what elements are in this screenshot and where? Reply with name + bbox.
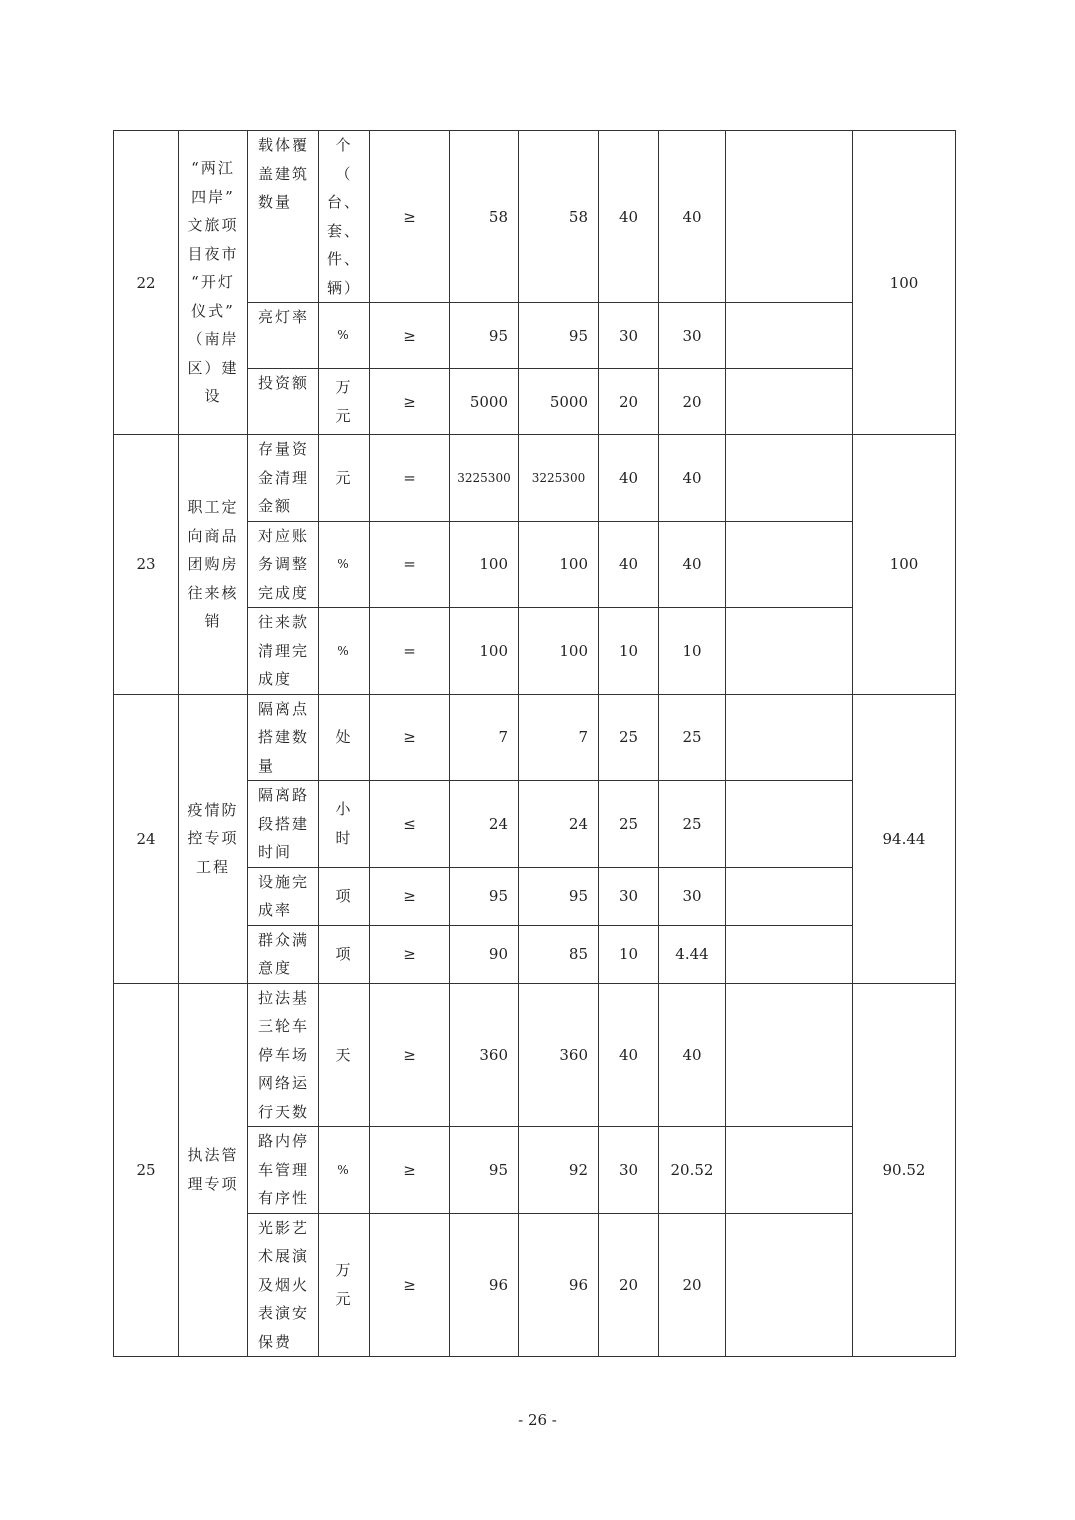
comparison-operator: ≥	[370, 303, 450, 369]
note-cell	[726, 1127, 853, 1214]
weight-value: 30	[599, 867, 659, 925]
comparison-operator: ≥	[370, 369, 450, 435]
target-value: 58	[450, 131, 519, 303]
table-row	[114, 435, 956, 522]
target-value: 100	[450, 608, 519, 695]
actual-value: 5000	[519, 369, 599, 435]
target-value: 7	[450, 694, 519, 781]
unit: 处	[319, 694, 370, 781]
project-name: “两江 四岸” 文旅项 目夜市 “开灯 仪式” （南岸 区）建 设	[179, 131, 248, 435]
unit: %	[319, 303, 370, 369]
row-number: 25	[114, 983, 179, 1357]
score-value: 30	[659, 303, 726, 369]
target-value: 90	[450, 925, 519, 983]
unit: %	[319, 521, 370, 608]
score-value: 20	[659, 1213, 726, 1357]
row-number: 22	[114, 131, 179, 435]
actual-value: 7	[519, 694, 599, 781]
indicator-name: 亮灯率	[248, 303, 319, 369]
note-cell	[726, 781, 853, 868]
row-number: 23	[114, 435, 179, 695]
target-value: 95	[450, 867, 519, 925]
actual-value: 3225300	[519, 435, 599, 522]
indicator-name: 拉法基 三轮车 停车场 网络运 行天数	[248, 983, 319, 1127]
table-row	[114, 983, 956, 1127]
weight-value: 30	[599, 303, 659, 369]
indicator-name: 往来款 清理完 成度	[248, 608, 319, 695]
weight-value: 10	[599, 608, 659, 695]
note-cell	[726, 925, 853, 983]
actual-value: 92	[519, 1127, 599, 1214]
note-cell	[726, 369, 853, 435]
target-value: 24	[450, 781, 519, 868]
page-number: - 26 -	[518, 1411, 557, 1429]
note-cell	[726, 435, 853, 522]
performance-table	[113, 130, 956, 1357]
weight-value: 25	[599, 694, 659, 781]
target-value: 96	[450, 1213, 519, 1357]
comparison-operator: ≥	[370, 131, 450, 303]
project-name: 疫情防 控专项 工程	[179, 694, 248, 983]
weight-value: 10	[599, 925, 659, 983]
note-cell	[726, 608, 853, 695]
score-value: 40	[659, 983, 726, 1127]
actual-value: 360	[519, 983, 599, 1127]
actual-value: 100	[519, 608, 599, 695]
weight-value: 40	[599, 435, 659, 522]
total-score: 90.52	[853, 983, 956, 1357]
score-value: 30	[659, 867, 726, 925]
unit: 万 元	[319, 1213, 370, 1357]
actual-value: 96	[519, 1213, 599, 1357]
score-value: 40	[659, 521, 726, 608]
actual-value: 24	[519, 781, 599, 868]
note-cell	[726, 694, 853, 781]
target-value: 95	[450, 1127, 519, 1214]
target-value: 5000	[450, 369, 519, 435]
score-value: 20.52	[659, 1127, 726, 1214]
indicator-name: 对应账 务调整 完成度	[248, 521, 319, 608]
indicator-name: 投资额	[248, 369, 319, 435]
note-cell	[726, 1213, 853, 1357]
comparison-operator: ≥	[370, 925, 450, 983]
target-value: 95	[450, 303, 519, 369]
note-cell	[726, 867, 853, 925]
unit: 元	[319, 435, 370, 522]
score-value: 20	[659, 369, 726, 435]
comparison-operator: ≥	[370, 1213, 450, 1357]
actual-value: 85	[519, 925, 599, 983]
target-value: 3225300	[450, 435, 519, 522]
indicator-name: 隔离路 段搭建 时间	[248, 781, 319, 868]
score-value: 40	[659, 131, 726, 303]
score-value: 25	[659, 781, 726, 868]
target-value: 100	[450, 521, 519, 608]
total-score: 100	[853, 131, 956, 435]
unit: %	[319, 608, 370, 695]
weight-value: 20	[599, 1213, 659, 1357]
unit: 项	[319, 867, 370, 925]
indicator-name: 群众满 意度	[248, 925, 319, 983]
project-name: 执法管 理专项	[179, 983, 248, 1357]
unit: 天	[319, 983, 370, 1127]
comparison-operator: ≥	[370, 1127, 450, 1214]
weight-value: 25	[599, 781, 659, 868]
total-score: 100	[853, 435, 956, 695]
unit: 项	[319, 925, 370, 983]
unit: %	[319, 1127, 370, 1214]
weight-value: 30	[599, 1127, 659, 1214]
indicator-name: 隔离点 搭建数 量	[248, 694, 319, 781]
indicator-name: 存量资 金清理 金额	[248, 435, 319, 522]
note-cell	[726, 131, 853, 303]
weight-value: 40	[599, 521, 659, 608]
row-number: 24	[114, 694, 179, 983]
score-value: 25	[659, 694, 726, 781]
weight-value: 40	[599, 983, 659, 1127]
note-cell	[726, 521, 853, 608]
note-cell	[726, 303, 853, 369]
score-value: 4.44	[659, 925, 726, 983]
indicator-name: 光影艺 术展演 及烟火 表演安 保费	[248, 1213, 319, 1357]
comparison-operator: =	[370, 435, 450, 522]
total-score: 94.44	[853, 694, 956, 983]
weight-value: 40	[599, 131, 659, 303]
actual-value: 95	[519, 303, 599, 369]
comparison-operator: =	[370, 521, 450, 608]
unit: 个 （ 台、 套、 件、 辆）	[319, 131, 370, 303]
comparison-operator: =	[370, 608, 450, 695]
comparison-operator: ≤	[370, 781, 450, 868]
score-value: 10	[659, 608, 726, 695]
indicator-name: 设施完 成率	[248, 867, 319, 925]
indicator-name: 路内停 车管理 有序性	[248, 1127, 319, 1214]
weight-value: 20	[599, 369, 659, 435]
unit: 小 时	[319, 781, 370, 868]
comparison-operator: ≥	[370, 983, 450, 1127]
note-cell	[726, 983, 853, 1127]
actual-value: 95	[519, 867, 599, 925]
actual-value: 100	[519, 521, 599, 608]
comparison-operator: ≥	[370, 867, 450, 925]
target-value: 360	[450, 983, 519, 1127]
score-value: 40	[659, 435, 726, 522]
indicator-name: 载体覆 盖建筑 数量	[248, 131, 319, 303]
comparison-operator: ≥	[370, 694, 450, 781]
unit: 万 元	[319, 369, 370, 435]
table-row	[114, 694, 956, 781]
table-row	[114, 131, 956, 303]
project-name: 职工定 向商品 团购房 往来核 销	[179, 435, 248, 695]
actual-value: 58	[519, 131, 599, 303]
